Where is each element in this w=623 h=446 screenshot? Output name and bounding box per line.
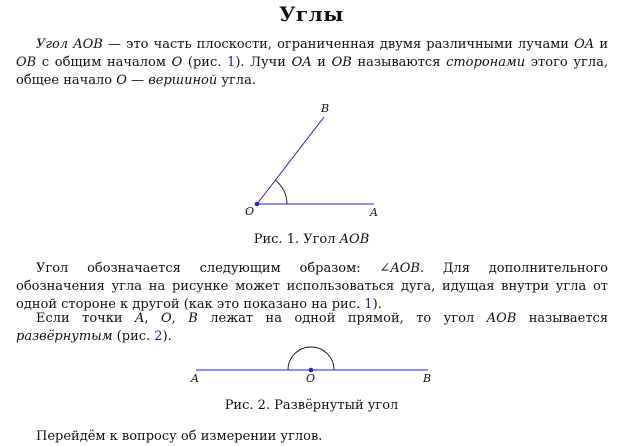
text: ). [162, 329, 172, 344]
label-o: O [306, 372, 316, 385]
point-o: O [160, 311, 172, 326]
vertex-term: вершиной [148, 73, 218, 88]
figure-1-link[interactable]: 1 [364, 297, 373, 312]
page-title: Углы [279, 2, 344, 26]
label-o: O [245, 205, 255, 218]
ray-ob: OB [16, 55, 37, 70]
text: , [171, 311, 189, 326]
text: — это часть плоскости, ограниченная двумя различными лучами [102, 37, 575, 52]
text: Если точки [36, 311, 135, 326]
figure-2-straight-angle [190, 347, 431, 385]
ray-oa: OA [291, 55, 312, 70]
text: называется [516, 311, 609, 326]
straight-angle-arc [288, 347, 334, 370]
sides-term: сторонами [446, 55, 526, 70]
vertex-point [255, 202, 260, 207]
figure-2-link[interactable]: 2 [154, 329, 163, 344]
label-b: B [321, 102, 330, 115]
text: и [311, 55, 332, 70]
figure-1-caption [0, 232, 623, 247]
ray-ob: OB [331, 55, 352, 70]
angle-arc [275, 180, 287, 204]
text: Угол обозначается следующим образом: ∠ [36, 261, 391, 276]
ray-ob-line [257, 117, 324, 204]
label-a: A [370, 206, 378, 219]
text: (рис. [112, 329, 155, 344]
caption-angle-name: AOB [339, 232, 370, 247]
text: , [144, 311, 161, 326]
label-a: A [191, 372, 199, 385]
angle-term: Угол AOB [36, 37, 103, 52]
ray-oa: OA [574, 37, 595, 52]
label-b: B [423, 372, 432, 385]
text: лежат на одной прямой, то угол [197, 311, 487, 326]
closing-paragraph: Перейдём к вопросу об измерении углов. [36, 429, 323, 444]
text: (рис. [182, 55, 228, 70]
figure-1-link[interactable]: 1 [227, 55, 236, 70]
point-a: A [135, 311, 145, 326]
text: угла. [217, 73, 256, 88]
straight-angle-term: развёрнутым [16, 329, 113, 344]
text: называются [351, 55, 447, 70]
text: . Для дополнительного обозначения угла на рисунке может использоваться дуга, идущая внутри угла от одной стороне к другой (как это показано на рис. [16, 261, 608, 312]
text: ). [372, 297, 382, 312]
straight-angle-paragraph [16, 310, 608, 346]
text: этого угла, общее начало [16, 55, 608, 88]
angle-name: AOB [390, 261, 420, 276]
caption-text: Рис. 1. Угол [253, 232, 340, 247]
point-o: O [116, 73, 127, 88]
notation-paragraph [16, 260, 608, 314]
figure-1-angle [245, 102, 378, 219]
point-o: O [171, 55, 183, 70]
text: с общим началом [36, 55, 172, 70]
text: — [126, 73, 149, 88]
angle-name: AOB [486, 311, 517, 326]
text: и [594, 37, 609, 52]
figure-2-caption: Рис. 2. Развёрнутый угол [224, 398, 399, 413]
point-b: B [188, 311, 198, 326]
text: ). Лучи [235, 55, 292, 70]
